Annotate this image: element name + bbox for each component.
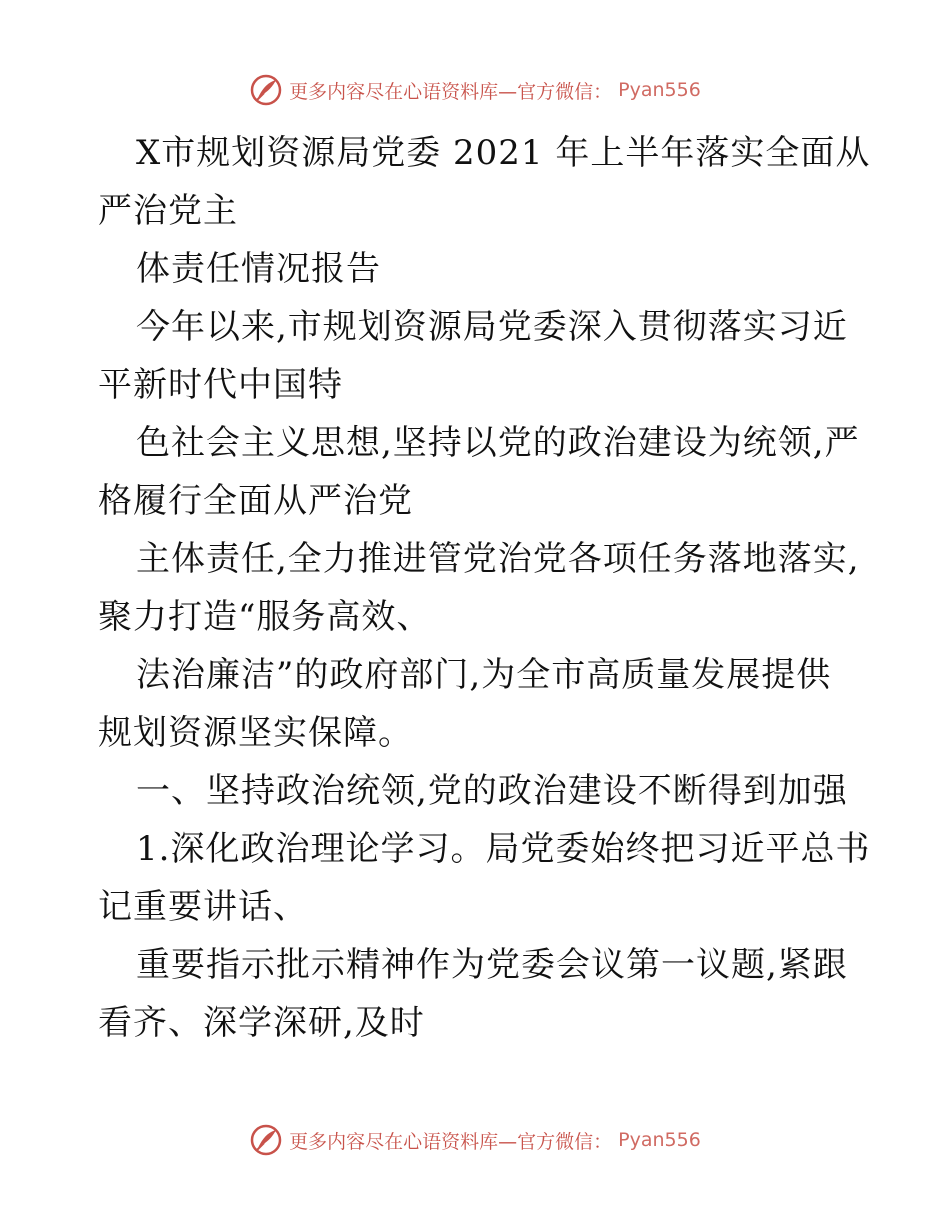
document-line: 严治党主 xyxy=(98,191,238,231)
document-line: 主体责任,全力推进管党治党各项任务落地落实, xyxy=(136,539,860,579)
document-line: 聚力打造“服务高效、 xyxy=(98,597,432,637)
banner-text: 更多内容尽在心语资料库—官方微信： xyxy=(289,1130,613,1153)
document-line: 色社会主义思想,坚持以党的政治建设为统领,严 xyxy=(136,423,860,463)
banner-text: 更多内容尽在心语资料库—官方微信： xyxy=(289,80,613,103)
document-body xyxy=(98,124,871,1052)
banner-wechat-id: Pyan556 xyxy=(618,1129,701,1151)
quill-logo-icon xyxy=(249,73,283,107)
document-line: 平新时代中国特 xyxy=(98,365,343,405)
footer-banner xyxy=(0,1120,950,1160)
document-line: 格履行全面从严治党 xyxy=(98,481,413,521)
quill-logo-icon xyxy=(249,1123,283,1157)
banner-wechat-id: Pyan556 xyxy=(618,79,701,101)
document-line: 记重要讲话、 xyxy=(98,887,308,927)
document-line: 看齐、深学深研,及时 xyxy=(98,1003,425,1043)
document-line: 一、坚持政治统领,党的政治建设不断得到加强 xyxy=(136,771,848,811)
document-line: 规划资源坚实保障。 xyxy=(98,713,413,753)
header-banner xyxy=(0,70,950,110)
document-line: 体责任情况报告 xyxy=(136,249,381,289)
document-line: 1.深化政治理论学习。局党委始终把习近平总书 xyxy=(136,829,871,869)
document-line: 法治廉洁”的政府部门,为全市高质量发展提供 xyxy=(136,655,832,695)
document-line: X市规划资源局党委 2021 年上半年落实全面从 xyxy=(136,133,871,173)
document-line: 今年以来,市规划资源局党委深入贯彻落实习近 xyxy=(136,307,848,347)
document-line: 重要指示批示精神作为党委会议第一议题,紧跟 xyxy=(136,945,848,985)
